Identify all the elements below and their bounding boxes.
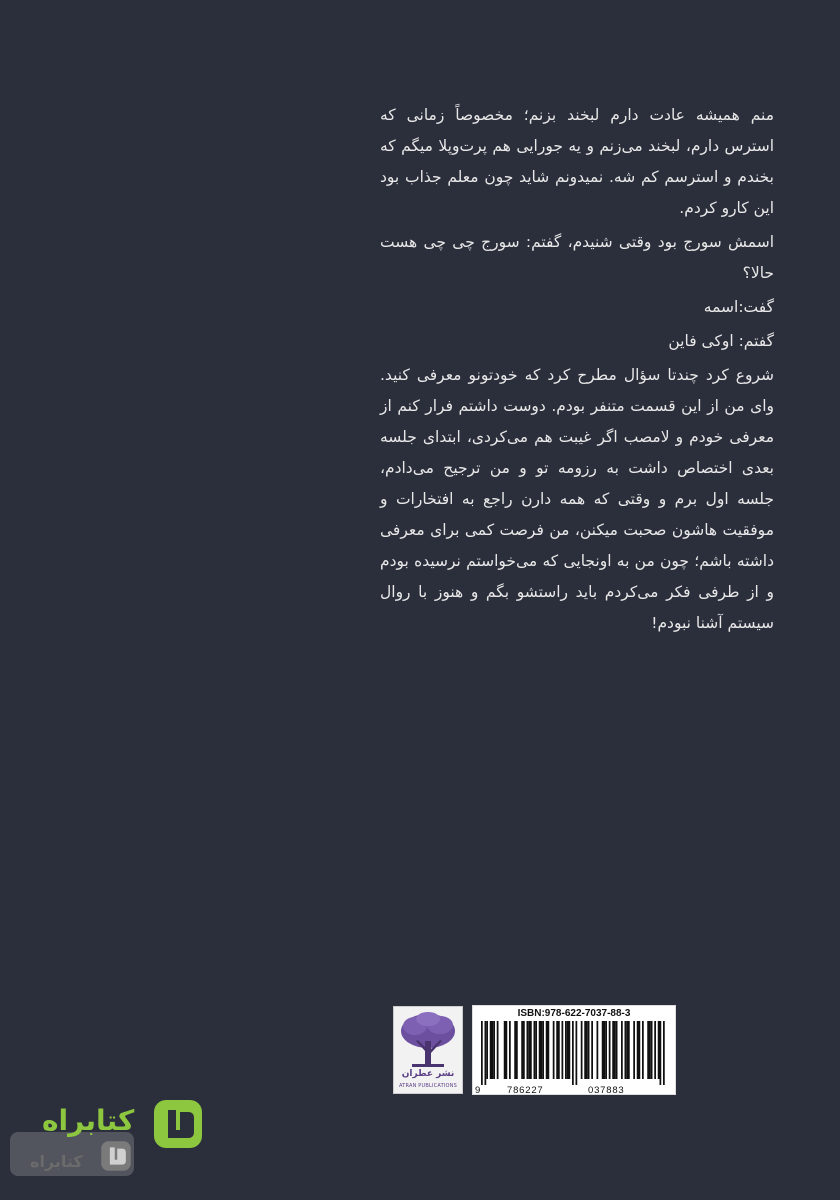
barcode-bar [663,1021,665,1085]
barcode-bar [597,1021,599,1079]
barcode-bar [581,1021,583,1079]
barcode-bar [504,1021,506,1079]
barcode-bar [558,1021,560,1079]
barcode-bar [625,1021,627,1079]
isbn-label: ISBN:978-622-7037-88-3 [517,1008,631,1019]
barcode-bar [569,1021,571,1079]
barcode-bar [567,1021,569,1079]
barcode-bar [637,1021,639,1079]
barcode-bar [633,1021,635,1079]
barcode-bar [485,1021,487,1085]
barcode-bar [572,1021,574,1085]
barcode-bar [521,1021,523,1079]
barcode-bar [604,1021,606,1079]
barcode-bar [548,1021,550,1079]
barcode-digits-left: 786227 [507,1085,544,1096]
barcode-bar [616,1021,618,1079]
barcode-bar [514,1021,516,1079]
barcode-bar [534,1021,536,1079]
barcode-bar [542,1021,544,1079]
barcode-bar [576,1021,578,1085]
blurb-paragraph: گفتم: اوکی فاین [668,332,774,350]
tree-icon [398,1011,458,1069]
barcode-bar [565,1021,567,1079]
publisher-name-en: ATRAN PUBLICATIONS [399,1083,457,1089]
barcode-bar [523,1021,525,1079]
publisher-name: نشر عطران [401,1069,455,1079]
barcode-bar [654,1021,656,1079]
blurb-paragraph: منم همیشه عادت دارم لبخند بزنم؛ مخصوصاً زمانی که استرس دارم، لبخند می‌زنم و یه جورایی هم پرت‌وپلا میگم که بخندم و استرسم کم شه. نمیدونم شاید چون معلم جذاب بود این کارو کردم. [380,106,774,217]
barcode-bar [506,1021,508,1079]
barcode-bar [591,1021,593,1079]
publisher-logo [393,1006,463,1094]
isbn-barcode [472,1005,676,1095]
barcode-bar [530,1021,532,1079]
back-cover-blurb [380,100,774,642]
barcode-bar [658,1021,660,1079]
barcode-bar [605,1021,607,1079]
blurb-paragraph: گفت:اسمه [703,298,774,316]
watermark-text-small: کتابراه [30,1152,83,1171]
barcode-bar [497,1021,499,1079]
barcode-bar [649,1021,651,1079]
barcode-bar [481,1021,483,1085]
barcode-bar [642,1021,644,1079]
barcode-bar [490,1021,492,1079]
barcode-bar [493,1021,495,1079]
blurb-paragraph: اسمش سورج بود وقتی شنیدم، گفتم: سورج چی چی هست حالا؟ [380,233,774,282]
barcode-bars [481,1021,669,1085]
ketabrah-logo-icon [152,1098,204,1150]
ketabrah-logo-icon-small [100,1140,132,1172]
barcode-bar [647,1021,649,1079]
barcode-bar [516,1021,518,1079]
barcode-digit-first: 9 [475,1085,482,1096]
barcode-bar [612,1021,614,1079]
ketabrah-watermark [10,1088,210,1188]
barcode-bar [621,1021,623,1079]
blurb-paragraph: شروع کرد چندتا سؤال مطرح کرد که خودتونو معرفی کنید. وای من از این قسمت متنفر بودم. دوست داشتم فرار کنم از معرفی خودم و لامصب اگر غیبت هم می‌کردی، ابتدای جلسه بعدی اختصاص داشت به رزومه تو و من ترجیح می‌دادم، جلسه اول برم و وقتی که همه دارن راجع به افتخارات و موفقیت هاشون صحبت میکنن، من فرصت کمی برای معرفی داشته باشم؛ چون من به اونجایی که می‌خواستم نرسیده بودم و از طرفی فکر می‌کردم باید راستشو بگم و هنوز با روال سیستم آشنا نبودم! [380,366,774,632]
barcode-bar [541,1021,543,1079]
watermark-text: کتابراه [42,1104,135,1137]
barcode-bar [586,1021,588,1079]
barcode-bar [553,1021,555,1079]
barcode-bar [588,1021,590,1079]
barcode-bar [628,1021,630,1079]
barcode-bar [609,1021,611,1079]
barcode-bar [602,1021,604,1079]
barcode-bar [626,1021,628,1079]
barcode-bar [546,1021,548,1079]
barcode-bar [535,1021,537,1079]
barcode-bar [614,1021,616,1079]
barcode-bar [562,1021,564,1079]
barcode-bar [639,1021,641,1079]
barcode-bar [584,1021,586,1079]
barcode-bar [539,1021,541,1079]
barcode-digits-right: 037883 [588,1085,625,1096]
barcode-bar [492,1021,494,1079]
barcode-bar [651,1021,653,1079]
barcode-bar [556,1021,558,1079]
barcode-bar [660,1021,662,1085]
barcode-bar [509,1021,511,1079]
barcode-bar [486,1021,488,1079]
barcode-bar [527,1021,529,1079]
barcode-bar [528,1021,530,1079]
